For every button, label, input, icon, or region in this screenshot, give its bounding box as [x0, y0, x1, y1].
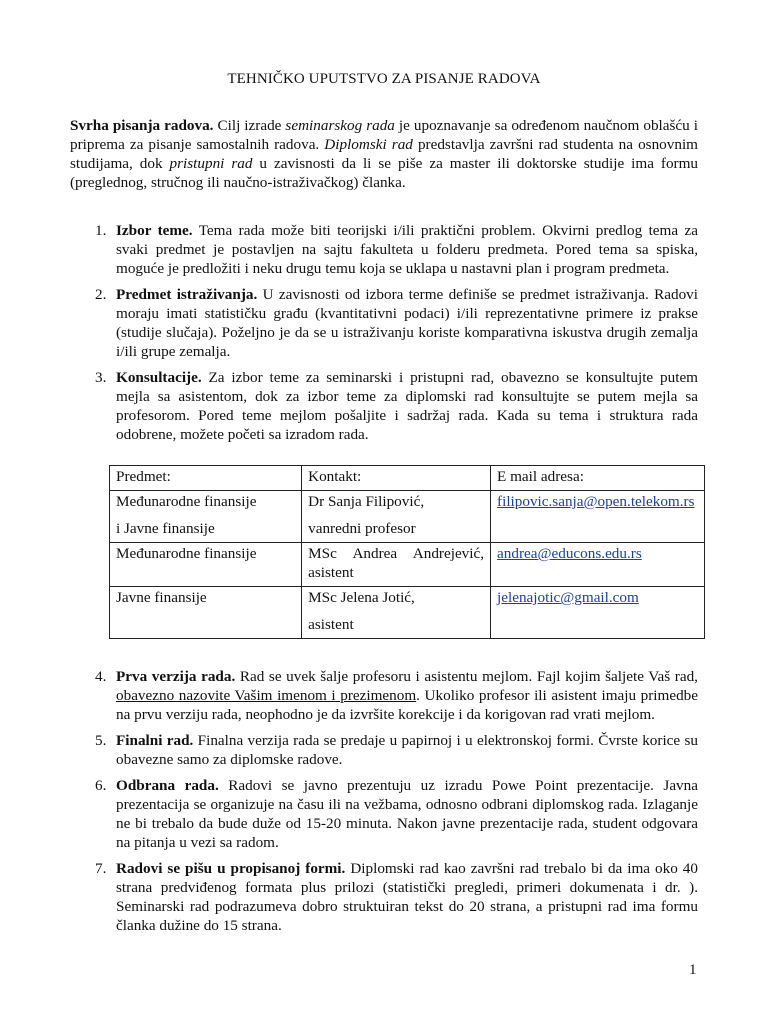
list-item: [70, 221, 698, 278]
subject-cell: [110, 543, 302, 587]
table-row: [110, 491, 705, 543]
item-heading: Finalni rad.: [116, 732, 194, 749]
item-heading: Odbrana rada.: [116, 777, 219, 794]
item-number: 2.: [95, 286, 107, 303]
item-text: Finalna verzija rada se predaje u papirnoj i u elektronskoj formi. Čvrste korice su obavezne samo za diplomske radove.: [116, 732, 698, 768]
contact-name: MSc Andrea Andrejević,: [308, 545, 485, 562]
item-text: Radovi se javno prezentuju uz izradu Powe Point prezentacije. Javna prezentacija se organizuje na času ili na vežbama, odnosno odbrani diplomskog rada. Izlaganje ne bi trebalo da bude duže od 15-20 minuta. Nakon javne prezentacije rada, student odgovara na pitanja u vezi sa radom.: [116, 777, 698, 851]
item-underlined-text: obavezno nazovite Vašim imenom i prezimenom: [116, 687, 417, 704]
item-number: 6.: [95, 777, 107, 794]
subject-line: Međunarodne finansije: [116, 545, 257, 562]
intro-text-1: Cilj izrade: [213, 117, 286, 134]
header-cell-subject: Predmet:: [110, 466, 302, 491]
contact-title: asistent: [308, 564, 354, 581]
spacer: [308, 607, 484, 615]
item-heading: Predmet istraživanja.: [116, 286, 258, 303]
contact-cell: [302, 543, 491, 587]
item-text: U zavisnosti od izbora terme definiše se predmet istraživanja. Radovi moraju imati statističku građu (kvantitativni podaci) i/ili reprezentativne primere iz prakse (studije slučaja). Poželjno je da se u istraživanju koriste komparativna iskustva drugih zemalja i/ili grupe zemalja.: [116, 286, 698, 360]
intro-lead: Svrha pisanja radova.: [70, 117, 214, 134]
email-cell: [491, 491, 705, 543]
list-item: [70, 368, 698, 444]
subject-line: Međunarodne finansije: [116, 493, 257, 510]
table-header-row: [110, 466, 705, 491]
item-number: 3.: [95, 369, 107, 386]
intro-paragraph: [70, 116, 698, 192]
item-number: 4.: [95, 668, 107, 685]
subject-cell: [110, 491, 302, 543]
intro-italic-2: Diplomski rad: [324, 136, 413, 153]
item-number: 1.: [95, 222, 107, 239]
item-heading: Izbor teme.: [116, 222, 193, 239]
email-link[interactable]: filipovic.sanja@open.telekom.rs: [497, 493, 695, 510]
page-number: 1: [689, 962, 697, 978]
item-text: Diplomski rad kao završni rad trebalo bi da ima oko 40 strana predviđenog formata plus prilozi (statistički pregledi, primeri dokumenata i dr. ). Seminarski rad podrazumeva dobro struktuiran tekst do 20 strana, a pristupni rad ima formu članka dužine do 15 strana.: [116, 860, 698, 934]
list-item: [70, 731, 698, 769]
intro-italic-3: pristupni rad: [169, 155, 253, 172]
contact-name: Dr Sanja Filipović,: [308, 493, 425, 510]
list-item: [70, 776, 698, 852]
table-row: [110, 543, 705, 587]
list-item: [70, 285, 698, 361]
numbered-list-1: [70, 221, 698, 451]
email-cell: [491, 543, 705, 587]
item-heading: Radovi se pišu u propisanoj formi.: [116, 860, 346, 877]
contact-title: vanredni profesor: [308, 520, 416, 537]
contact-cell: [302, 587, 491, 639]
list-item: [70, 859, 698, 935]
intro-italic-1: seminarskog rada: [285, 117, 395, 134]
numbered-list-2: [70, 667, 698, 942]
item-text: . Ukoliko profesor ili asistent imaju primedbe na prvu verziju rada, neophodno je da izvršite korekcije i da korigovan rad vrati mejlom.: [116, 687, 698, 723]
email-link[interactable]: andrea@educons.edu.rs: [497, 545, 642, 562]
intro-text-4: u zavisnosti da li se piše za master ili doktorske studije ima formu (preglednog, stručnog ili naučno-istraživačkog) članka.: [70, 155, 699, 191]
item-heading: Prva verzija rada.: [116, 668, 236, 685]
intro-text-2: je upoznavanje sa određenom naučnom oblašću i priprema za pisanje samostalnih radova.: [70, 117, 698, 153]
email-cell: [491, 587, 705, 639]
subject-cell: [110, 587, 302, 639]
item-heading: Konsultacije.: [116, 369, 202, 386]
spacer: [116, 511, 295, 519]
document-title: TEHNIČKO UPUTSTVO ZA PISANJE RADOVA: [227, 71, 541, 87]
header-cell-contact: Kontakt:: [302, 466, 491, 491]
item-number: 5.: [95, 732, 107, 749]
subject-line: i Javne finansije: [116, 520, 215, 537]
spacer: [308, 511, 484, 519]
intro-text-3: predstavlja završni rad studenta na osnovnim studijama, dok: [70, 136, 698, 172]
email-link[interactable]: jelenajotic@gmail.com: [497, 589, 639, 606]
contact-title: asistent: [308, 616, 354, 633]
table-row: [110, 587, 705, 639]
item-text: Rad se uvek šalje profesoru i asistentu mejlom. Fajl kojim šaljete Vaš rad,: [235, 668, 698, 685]
item-text: Tema rada može biti teorijski i/ili praktični problem. Okvirni predlog tema za svaki predmet je postavljen na sajtu fakulteta u folderu predmeta. Pored tema sa spiska, moguće je predložiti i neku drugu temu koja se uklapa u nastavni plan i program predmeta.: [116, 222, 698, 277]
contact-cell: [302, 491, 491, 543]
item-number: 7.: [95, 860, 107, 877]
item-text: Za izbor teme za seminarski i pristupni rad, obavezno se konsultujte putem mejla sa asistentom, dok za izbor teme za diplomski rad konsultujte se putem mejla sa profesorom. Pored teme mejlom pošaljite i sadržaj rada. Kada su tema i struktura rada odobrene, možete početi sa izradom rada.: [116, 369, 698, 443]
contacts-table: [109, 465, 705, 639]
list-item: [70, 667, 698, 724]
header-cell-email: E mail adresa:: [491, 466, 705, 491]
subject-line: Javne finansije: [116, 589, 207, 606]
contact-name: MSc Jelena Jotić,: [308, 589, 415, 606]
